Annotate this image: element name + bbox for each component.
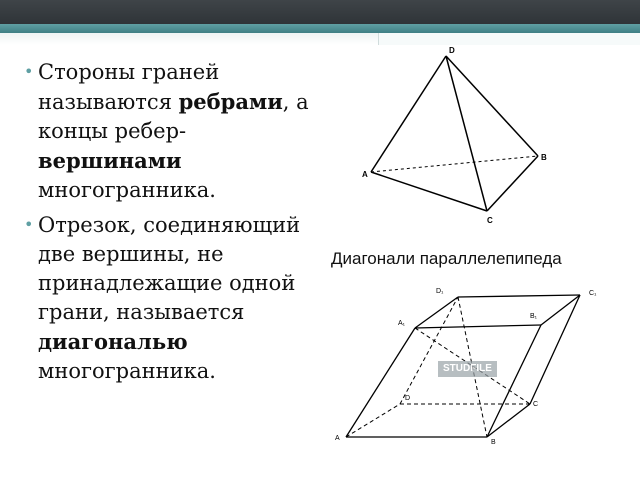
bullet1-text-1: Стороны граней называются	[38, 60, 220, 114]
term-diagonal: диагональю	[38, 329, 188, 354]
vertex-label-d: D	[449, 46, 455, 55]
vertex-label-c: C	[487, 216, 493, 225]
edge-a1d1	[415, 297, 458, 328]
vertex-label-a: A	[362, 170, 368, 179]
edge-ac	[371, 172, 487, 211]
term-edges: ребрами	[178, 89, 283, 114]
parallelepiped-caption: Диагонали параллелепипеда	[331, 249, 562, 268]
edge-ab-hidden	[371, 156, 538, 172]
vertex-label-pb1: B₁	[530, 313, 538, 320]
edge-bc	[487, 404, 530, 437]
vertex-label-pa: A	[335, 435, 340, 442]
edge-dd1-hidden	[400, 297, 458, 404]
edge-bb1	[487, 325, 541, 437]
vertex-label-pd: D	[405, 395, 411, 402]
vertex-label-pb: B	[491, 439, 496, 446]
watermark: STUDFILE	[438, 361, 497, 377]
bullet2-text-1: Отрезок, соединяющий две вершины, не принадлежащие одной грани, называется	[38, 213, 301, 324]
vertex-label-pc1: C₁	[589, 290, 597, 297]
edge-aa1	[346, 328, 415, 437]
vertex-label-b: B	[541, 153, 547, 162]
bullet1-text-2: , а концы ребер-	[38, 90, 309, 143]
edge-cb	[487, 156, 538, 211]
vertex-label-pc: C	[533, 401, 539, 408]
edge-cc1	[530, 295, 580, 404]
edge-ad-hidden	[346, 404, 400, 437]
bullet1-text-3: многогранника.	[38, 178, 216, 202]
edge-da	[371, 56, 446, 172]
edge-d1c1	[458, 295, 580, 297]
edge-c1b1	[541, 295, 580, 325]
term-vertices: вершинами	[38, 148, 182, 173]
bullet2-text-2: многогранника.	[38, 359, 216, 383]
tetrahedron-figure	[371, 56, 538, 211]
edge-b1a1	[415, 325, 541, 328]
vertex-label-pd1: D₁	[436, 288, 444, 295]
vertex-label-pa1: A₁	[398, 320, 406, 327]
